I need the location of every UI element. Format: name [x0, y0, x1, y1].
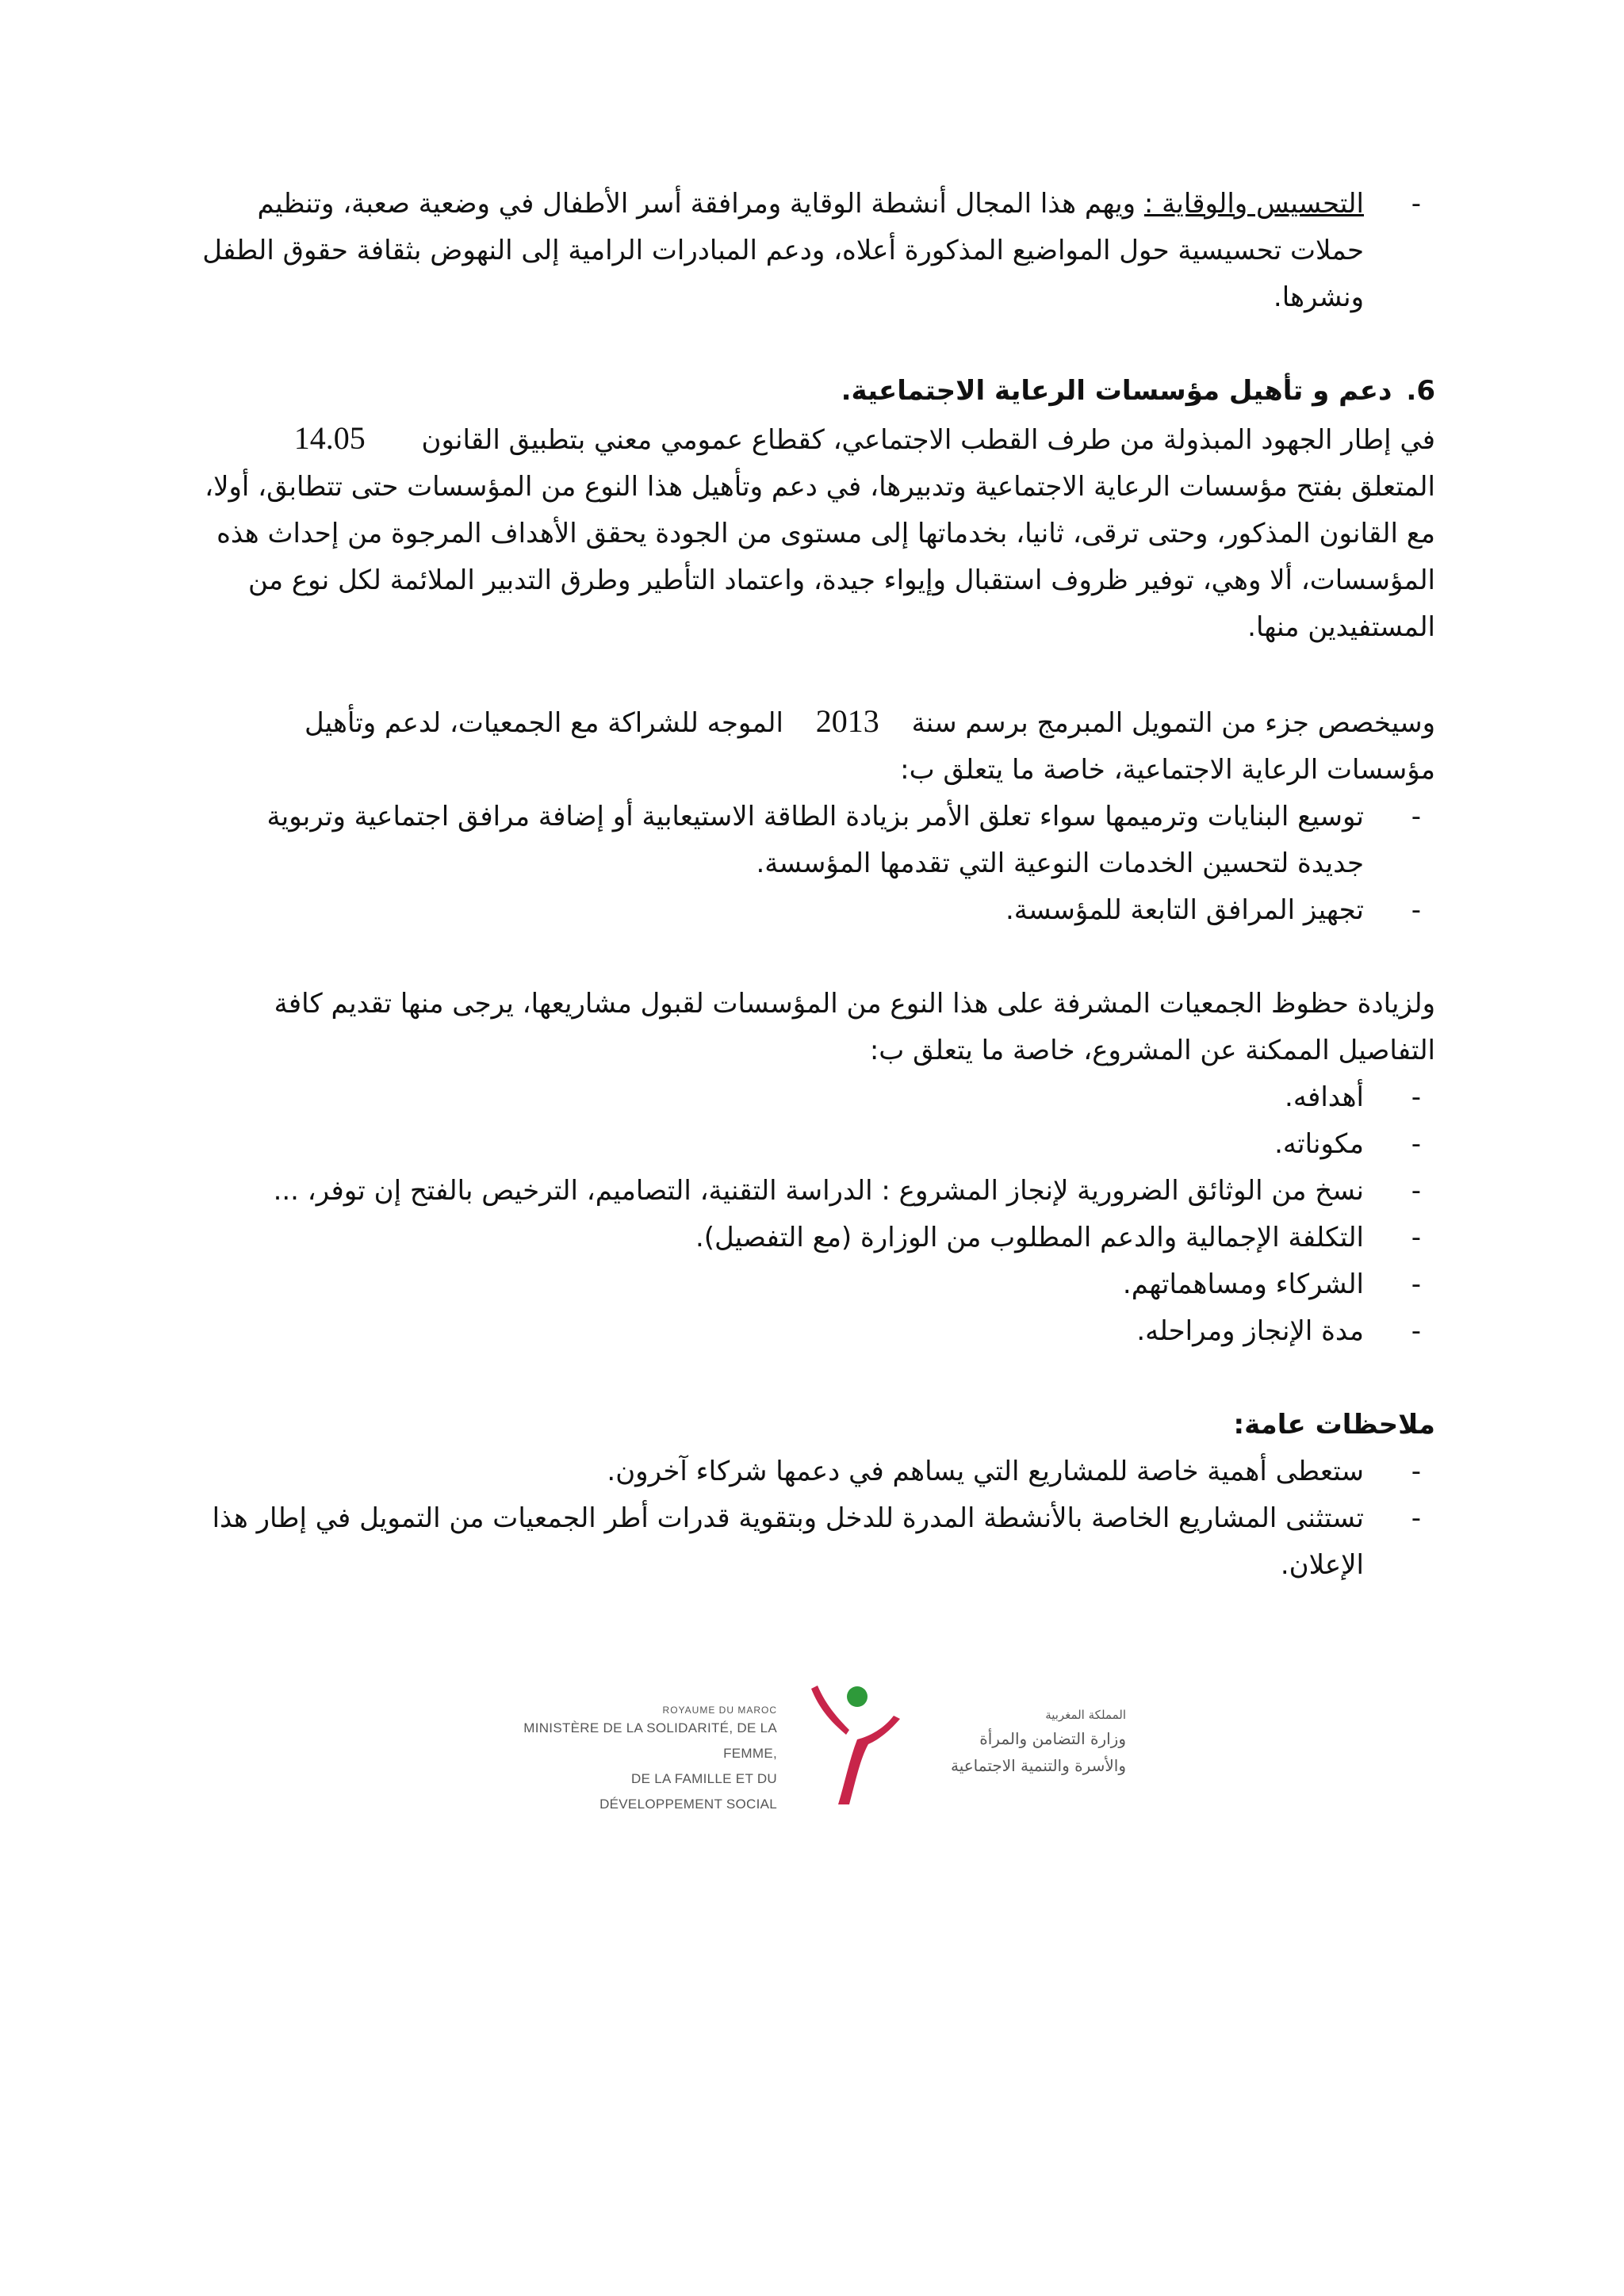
notes-list [202, 1448, 1435, 1589]
list-item [202, 1308, 1435, 1355]
list-item [202, 1121, 1435, 1168]
list-item [202, 1448, 1435, 1495]
paragraph-text: وسيخصص جزء من التمويل المبرمج برسم سنة [911, 707, 1435, 739]
list-item-text: نسخ من الوثائق الضرورية لإنجاز المشروع : الدراسة التقنية، التصاميم، الترخيص بالفتح إن توفر، ... [273, 1175, 1364, 1207]
list-item [202, 1215, 1435, 1261]
dash-marker: - [1411, 894, 1421, 926]
support-list [202, 794, 1435, 934]
dash-marker: - [1411, 1128, 1421, 1160]
dash-marker: - [1411, 1269, 1421, 1300]
list-item-text: أهدافه. [1285, 1081, 1364, 1113]
paragraph-text: المتعلق بفتح مؤسسات الرعاية الاجتماعية وتدبيرها، في دعم وتأهيل هذا النوع من المؤسسات حتى تتطابق، أولا، مع القانون المذكور، وحتى ترقى، ثانيا، بخدماتها إلى مستوى من الجودة يحقق الأهداف المرجوة من إحداث هذه المؤسسات، ألا وهي، توفير ظروف استقبال وإيواء جيدة، واعتماد التأطير وطرق التدبير الملائمة لكل نوع من المستفيدين منها. [205, 471, 1435, 643]
list-item [202, 887, 1435, 934]
bullet-term: التحسيس والوقاية : [1143, 188, 1364, 220]
list-item [202, 794, 1435, 887]
dash-marker: - [1411, 801, 1421, 832]
document-page [202, 181, 1435, 1589]
dash-marker: - [1411, 1081, 1421, 1113]
section-number: 6. [1406, 375, 1435, 407]
bullet-text: ويهم هذا المجال أنشطة الوقاية ومرافقة أسر الأطفال في وضعية صعبة، وتنظيم حملات تحسيسية حول المواضيع المذكورة أعلاه، ودعم المبادرات الرامية إلى النهوض بثقافة حقوق الطفل ونشرها. [202, 188, 1364, 313]
law-number: 14.05 [293, 420, 366, 456]
top-bullet-list [202, 181, 1435, 321]
logo-kingdom-ar: المملكة المغربية [1045, 1708, 1126, 1722]
dash-marker: - [1411, 1222, 1421, 1253]
dash-marker: - [1411, 1315, 1421, 1347]
list-item-text: تجهيز المرافق التابعة للمؤسسة. [1005, 894, 1364, 926]
list-item-text: توسيع البنايات وترميمها سواء تعلق الأمر بزيادة الطاقة الاستيعابية أو إضافة مرافق اجتماعية وتربوية جديدة لتحسين الخدمات النوعية التي تقدمها المؤسسة. [266, 801, 1364, 879]
paragraph [202, 415, 1435, 651]
logo-ministry-ar-line2: والأسرة والتنمية الاجتماعية [950, 1756, 1126, 1775]
ministry-logo [492, 1681, 1126, 1812]
list-item-text: مكوناته. [1274, 1128, 1364, 1160]
list-item-text: التكلفة الإجمالية والدعم المطلوب من الوزارة (مع التفصيل). [695, 1222, 1364, 1253]
year-number: 2013 [815, 703, 879, 739]
paragraph-text: في إطار الجهود المبذولة من طرف القطب الاجتماعي، كقطاع عمومي معني بتطبيق القانون [421, 424, 1435, 456]
logo-kingdom-fr: ROYAUME DU MAROC [662, 1705, 777, 1716]
list-item [202, 1495, 1435, 1589]
list-item-text: مدة الإنجاز ومراحله. [1136, 1315, 1364, 1347]
list-item-text: تستثنى المشاريع الخاصة بالأنشطة المدرة للدخل وبتقوية قدرات أطر الجمعيات من التمويل في إطار هذا الإعلان. [212, 1502, 1364, 1581]
list-item-text: الشركاء ومساهماتهم. [1122, 1269, 1364, 1300]
emblem-dot [847, 1686, 868, 1707]
ministry-emblem-icon [797, 1681, 908, 1808]
notes-heading: ملاحظات عامة: [1233, 1409, 1435, 1441]
list-item [202, 1168, 1435, 1215]
list-item [202, 1261, 1435, 1308]
logo-french-text [508, 1705, 777, 1817]
logo-arabic-text [920, 1705, 1126, 1779]
list-item [202, 1074, 1435, 1121]
list-item [202, 181, 1435, 321]
list-item-text: ستعطى أهمية خاصة للمشاريع التي يساهم في دعمها شركاء آخرون. [607, 1456, 1364, 1487]
logo-ministry-fr-line1: MINISTÈRE DE LA SOLIDARITÉ, DE LA FEMME, [523, 1720, 777, 1761]
dash-marker: - [1411, 1456, 1421, 1487]
paragraph [202, 981, 1435, 1074]
section-title: دعم و تأهيل مؤسسات الرعاية الاجتماعية. [841, 375, 1392, 407]
logo-ministry-fr-line2: DE LA FAMILLE ET DU DÉVELOPPEMENT SOCIAL [599, 1771, 777, 1812]
paragraph [202, 698, 1435, 794]
paragraph-text: ولزيادة حظوظ الجمعيات المشرفة على هذا النوع من المؤسسات لقبول مشاريعها، يرجى منها تقديم كافة التفاصيل الممكنة عن المشروع، خاصة ما يتعلق ب: [274, 988, 1435, 1066]
dash-marker: - [1411, 1175, 1421, 1207]
logo-ministry-ar-line1: وزارة التضامن والمرأة [979, 1729, 1126, 1748]
emblem-left-arm [811, 1686, 849, 1735]
paragraph-text: الموجه للشراكة مع الجمعيات، لدعم وتأهيل مؤسسات الرعاية الاجتماعية، خاصة ما يتعلق ب: [304, 707, 1435, 786]
section-heading [202, 368, 1435, 415]
dash-marker: - [1411, 1502, 1421, 1534]
requirements-list [202, 1074, 1435, 1355]
dash-marker: - [1411, 188, 1421, 220]
